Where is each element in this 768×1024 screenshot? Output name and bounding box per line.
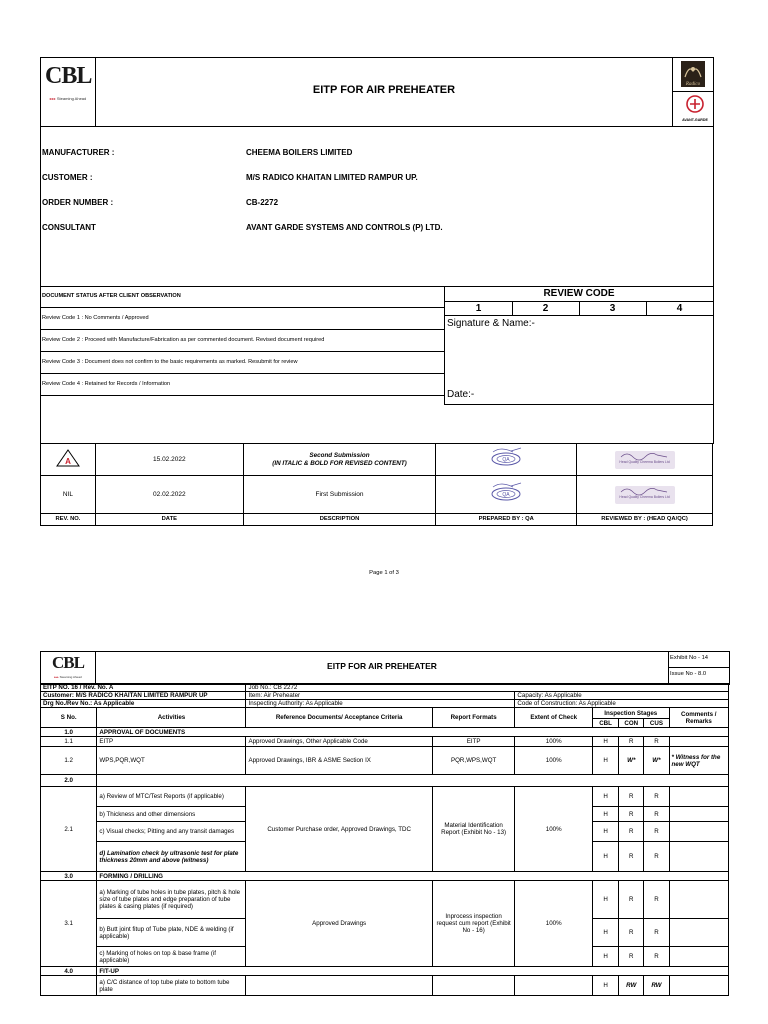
page1-info-box	[40, 125, 714, 287]
revision-row	[41, 476, 713, 514]
section-title: FIT-UP	[97, 967, 729, 976]
section-number: 3.0	[41, 872, 97, 881]
date-header: DATE	[95, 514, 243, 526]
section-title	[97, 775, 729, 787]
revision-triangle-icon	[55, 448, 81, 468]
reference-cell: Approved Drawings	[246, 881, 432, 967]
cbl-logo-small-tagline: Steaming Ahead	[59, 675, 82, 679]
revision-row	[41, 444, 713, 476]
qa-stamp-label: QA	[502, 457, 510, 464]
review-code-3-text: Review Code 3 : Document does not confirm to the basic requirements as marked. Resubmit for review	[42, 359, 298, 365]
con-header: CON	[619, 719, 644, 728]
extent-cell	[515, 976, 593, 996]
manufacturer-value: CHEEMA BOILERS LIMITED	[246, 148, 353, 157]
rev-nil-cell: NIL	[41, 476, 96, 514]
cbl-cell: H	[592, 919, 618, 947]
date-label: Date:-	[447, 389, 475, 400]
cus-cell: R	[644, 842, 669, 872]
remarks-cell	[669, 881, 728, 919]
section-title: FORMING / DRILLING	[97, 872, 729, 881]
reference-cell: Customer Purchase order, Approved Drawings, TDC	[246, 787, 432, 872]
remarks-cell	[669, 947, 728, 967]
cbl-cell: H	[592, 787, 618, 807]
remarks-cell	[669, 737, 728, 747]
eitp-number: EITP NO. 16 / Rev. No. A	[41, 684, 246, 692]
cbl-logo-small-text: CBL	[52, 653, 84, 672]
activity-cell: a) Review of MTC/Test Reports (if applicable)	[97, 787, 246, 807]
revision-table	[40, 443, 713, 526]
revision-header-row	[41, 514, 713, 526]
stages-header: Inspection Stages	[592, 708, 669, 719]
review-code-1: 1	[475, 303, 482, 314]
code-meta: Code of Construction: As Applicable	[515, 700, 729, 708]
review-code-4: 4	[676, 303, 683, 314]
report-cell: EITP	[432, 737, 515, 747]
report-header: Report Formats	[432, 708, 515, 728]
cbl-logo-small: CBL ▸▸▸ Steaming Ahead	[52, 653, 84, 679]
remarks-cell: * Witness for the new WQT	[669, 747, 728, 775]
cus-cell: RW	[644, 976, 669, 996]
rev-desc-cell	[243, 444, 436, 476]
con-cell: RW	[619, 976, 644, 996]
extent-header: Extent of Check	[515, 708, 593, 728]
order-number-label: ORDER NUMBER :	[42, 198, 114, 207]
cus-cell: R	[644, 881, 669, 919]
cbl-cell: H	[592, 842, 618, 872]
reference-header: Reference Documents/ Acceptance Criteria	[246, 708, 432, 728]
activity-cell: WPS,PQR,WQT	[97, 747, 246, 775]
cbl-logo-tagline: Steaming Ahead	[56, 96, 87, 101]
section-row	[41, 728, 729, 737]
cus-cell: R	[644, 737, 669, 747]
extent-cell: 100%	[515, 787, 593, 872]
row-number: 3.1	[41, 881, 97, 967]
rev-date-cell: 02.02.2022	[95, 476, 243, 514]
rev-desc-line1: Second Submission	[309, 452, 370, 460]
cus-cell: R	[644, 787, 669, 807]
table-row	[41, 787, 729, 807]
activity-cell: b) Thickness and other dimensions	[97, 807, 246, 822]
remarks-cell	[669, 822, 728, 842]
status-heading: DOCUMENT STATUS AFTER CLIENT OBSERVATION	[42, 293, 181, 299]
report-cell: PQR,WPS,WQT	[432, 747, 515, 775]
page-number: Page 1 of 3	[369, 570, 399, 576]
extent-cell: 100%	[515, 881, 593, 967]
activity-cell: a) Marking of tube holes in tube plates, pitch & hole size of tube plates and edge preparation of tube plates & casing plates (if required)	[97, 881, 246, 919]
cbl-logo-text: CBL	[45, 63, 92, 89]
cbl-cell: H	[592, 881, 618, 919]
table-row	[41, 976, 729, 996]
con-cell: R	[619, 807, 644, 822]
sno-header: S No.	[41, 708, 97, 728]
page2-title: EITP FOR AIR PREHEATER	[327, 661, 437, 671]
con-cell: R	[619, 822, 644, 842]
activity-cell: EITP	[97, 737, 246, 747]
table-row	[41, 881, 729, 919]
header-row	[41, 708, 729, 719]
authority-meta: Inspecting Authority: As Applicable	[246, 700, 515, 708]
avant-garde-logo	[680, 95, 710, 123]
reference-cell: Approved Drawings, Other Applicable Code	[246, 737, 432, 747]
avant-garde-logo-text: AVANT-GARDE	[682, 118, 708, 122]
activity-cell: c) Visual checks; Pitting and any transit damages	[97, 822, 246, 842]
section-row	[41, 967, 729, 976]
reviewed-by-sign-cell	[577, 444, 713, 476]
table-row	[41, 747, 729, 775]
report-cell: Material Identification Report (Exhibit No - 13)	[432, 787, 515, 872]
meta-row	[41, 684, 729, 692]
reviewer-signature	[615, 451, 675, 469]
reviewer-signature	[615, 486, 675, 504]
issue-number: Issue No - 8.0	[670, 671, 707, 677]
con-cell: R	[619, 737, 644, 747]
section-row	[41, 872, 729, 881]
consultant-label: CONSULTANT	[42, 223, 96, 232]
cus-cell: R	[644, 822, 669, 842]
remarks-cell	[669, 919, 728, 947]
cbl-logo: CBL ▸▸▸ Steaming Ahead	[45, 63, 92, 101]
review-code-title: REVIEW CODE	[543, 288, 615, 299]
cus-header: CUS	[644, 719, 669, 728]
prepared-by-stamp-cell	[436, 476, 577, 514]
customer-meta: Customer: M/S RADICO KHAITAN LIMITED RAMPUR UP	[41, 692, 246, 700]
review-code-1-text: Review Code 1 : No Comments / Approved	[42, 315, 149, 321]
remarks-cell	[669, 807, 728, 822]
rev-date-cell: 15.02.2022	[95, 444, 243, 476]
cbl-cell: H	[592, 822, 618, 842]
section-row	[41, 775, 729, 787]
prepared-by-header: PREPARED BY : QA	[436, 514, 577, 526]
cus-cell: R	[644, 919, 669, 947]
item-meta: Item: Air Preheater	[246, 692, 515, 700]
activity-cell: d) Lamination check by ultrasonic test for plate thickness 20mm and above (witness)	[97, 842, 246, 872]
activity-cell: a) C/C distance of top tube plate to bottom tube plate	[97, 976, 246, 996]
con-cell: R	[619, 787, 644, 807]
rev-desc-line2: (IN ITALIC & BOLD FOR REVISED CONTENT)	[272, 459, 407, 467]
reference-cell	[246, 976, 432, 996]
reviewer-signature-text: Head Quality Cheema Boilers Ltd	[619, 459, 670, 464]
cus-cell: R	[644, 807, 669, 822]
row-number: 2.1	[41, 787, 97, 872]
reviewed-by-sign-cell	[577, 476, 713, 514]
section-number: 4.0	[41, 967, 97, 976]
review-code-2-text: Review Code 2 : Proceed with Manufacture/Fabrication as per commented document. Revised document required	[42, 337, 325, 343]
rev-mark-cell	[41, 444, 96, 476]
cbl-cell: H	[592, 737, 618, 747]
activity-cell: b) Butt joint fitup of Tube plate, NDE & welding (if applicable)	[97, 919, 246, 947]
row-number: 1.1	[41, 737, 97, 747]
meta-row	[41, 700, 729, 708]
con-cell: R	[619, 947, 644, 967]
review-code-4-text: Review Code 4 : Retained for Records / Information	[42, 381, 171, 387]
con-cell: W*	[619, 747, 644, 775]
extent-cell: 100%	[515, 737, 593, 747]
customer-label: CUSTOMER :	[42, 173, 93, 182]
cbl-cell: H	[592, 947, 618, 967]
drawing-meta: Drg No./Rev No.: As Applicable	[41, 700, 246, 708]
remarks-cell	[669, 787, 728, 807]
manufacturer-label: MANUFACTURER :	[42, 148, 115, 157]
description-header: DESCRIPTION	[243, 514, 436, 526]
table-row	[41, 737, 729, 747]
section-title: APPROVAL OF DOCUMENTS	[97, 728, 729, 737]
cus-cell: R	[644, 947, 669, 967]
itp-table	[40, 683, 729, 996]
activity-cell: c) Marking of holes on top & base frame (if applicable)	[97, 947, 246, 967]
radico-logo-script: Radico	[685, 82, 701, 87]
section-number: 1.0	[41, 728, 97, 737]
con-cell: R	[619, 881, 644, 919]
customer-value: M/S RADICO KHAITAN LIMITED RAMPUR UP.	[246, 173, 418, 182]
row-number	[41, 976, 97, 996]
cbl-cell: H	[592, 747, 618, 775]
cus-cell: W*	[644, 747, 669, 775]
page1-title: EITP FOR AIR PREHEATER	[312, 84, 456, 96]
rev-a-label: A	[65, 457, 71, 467]
reviewer-signature-text: Head Quality Cheema Boilers Ltd	[619, 494, 670, 499]
extent-cell: 100%	[515, 747, 593, 775]
comments-header: Comments / Remarks	[669, 708, 728, 728]
job-number: Job No.: CB 2272	[246, 684, 729, 692]
consultant-value: AVANT GARDE SYSTEMS AND CONTROLS (P) LTD.	[246, 223, 443, 232]
remarks-cell	[669, 976, 728, 996]
con-cell: R	[619, 842, 644, 872]
qa-stamp-icon	[481, 481, 531, 505]
report-cell	[432, 976, 515, 996]
activities-header: Activities	[97, 708, 246, 728]
row-number: 1.2	[41, 747, 97, 775]
remarks-cell	[669, 842, 728, 872]
capacity-meta: Capacity: As Applicable	[515, 692, 729, 700]
qa-stamp-icon	[481, 446, 531, 470]
qa-stamp-label: QA	[502, 492, 510, 499]
meta-row	[41, 692, 729, 700]
reference-cell: Approved Drawings, IBR & ASME Section IX	[246, 747, 432, 775]
cbl-cell: H	[592, 807, 618, 822]
review-code-3: 3	[609, 303, 616, 314]
rev-no-header: REV. NO.	[41, 514, 96, 526]
rev-desc-cell: First Submission	[243, 476, 436, 514]
exhibit-number: Exhibit No - 14	[670, 655, 709, 661]
review-code-2: 2	[542, 303, 549, 314]
review-code-box	[444, 286, 714, 405]
radico-logo	[681, 61, 705, 87]
cbl-header: CBL	[592, 719, 618, 728]
cbl-cell: H	[592, 976, 618, 996]
section-number: 2.0	[41, 775, 97, 787]
con-cell: R	[619, 919, 644, 947]
signature-label: Signature & Name:-	[447, 318, 535, 329]
order-number-value: CB-2272	[246, 198, 279, 207]
reviewed-by-header: REVIEWED BY : (HEAD QA/QC)	[577, 514, 713, 526]
report-cell: Inprocess inspection request cum report (Exhibit No - 16)	[432, 881, 515, 967]
status-list	[40, 286, 444, 396]
prepared-by-stamp-cell	[436, 444, 577, 476]
